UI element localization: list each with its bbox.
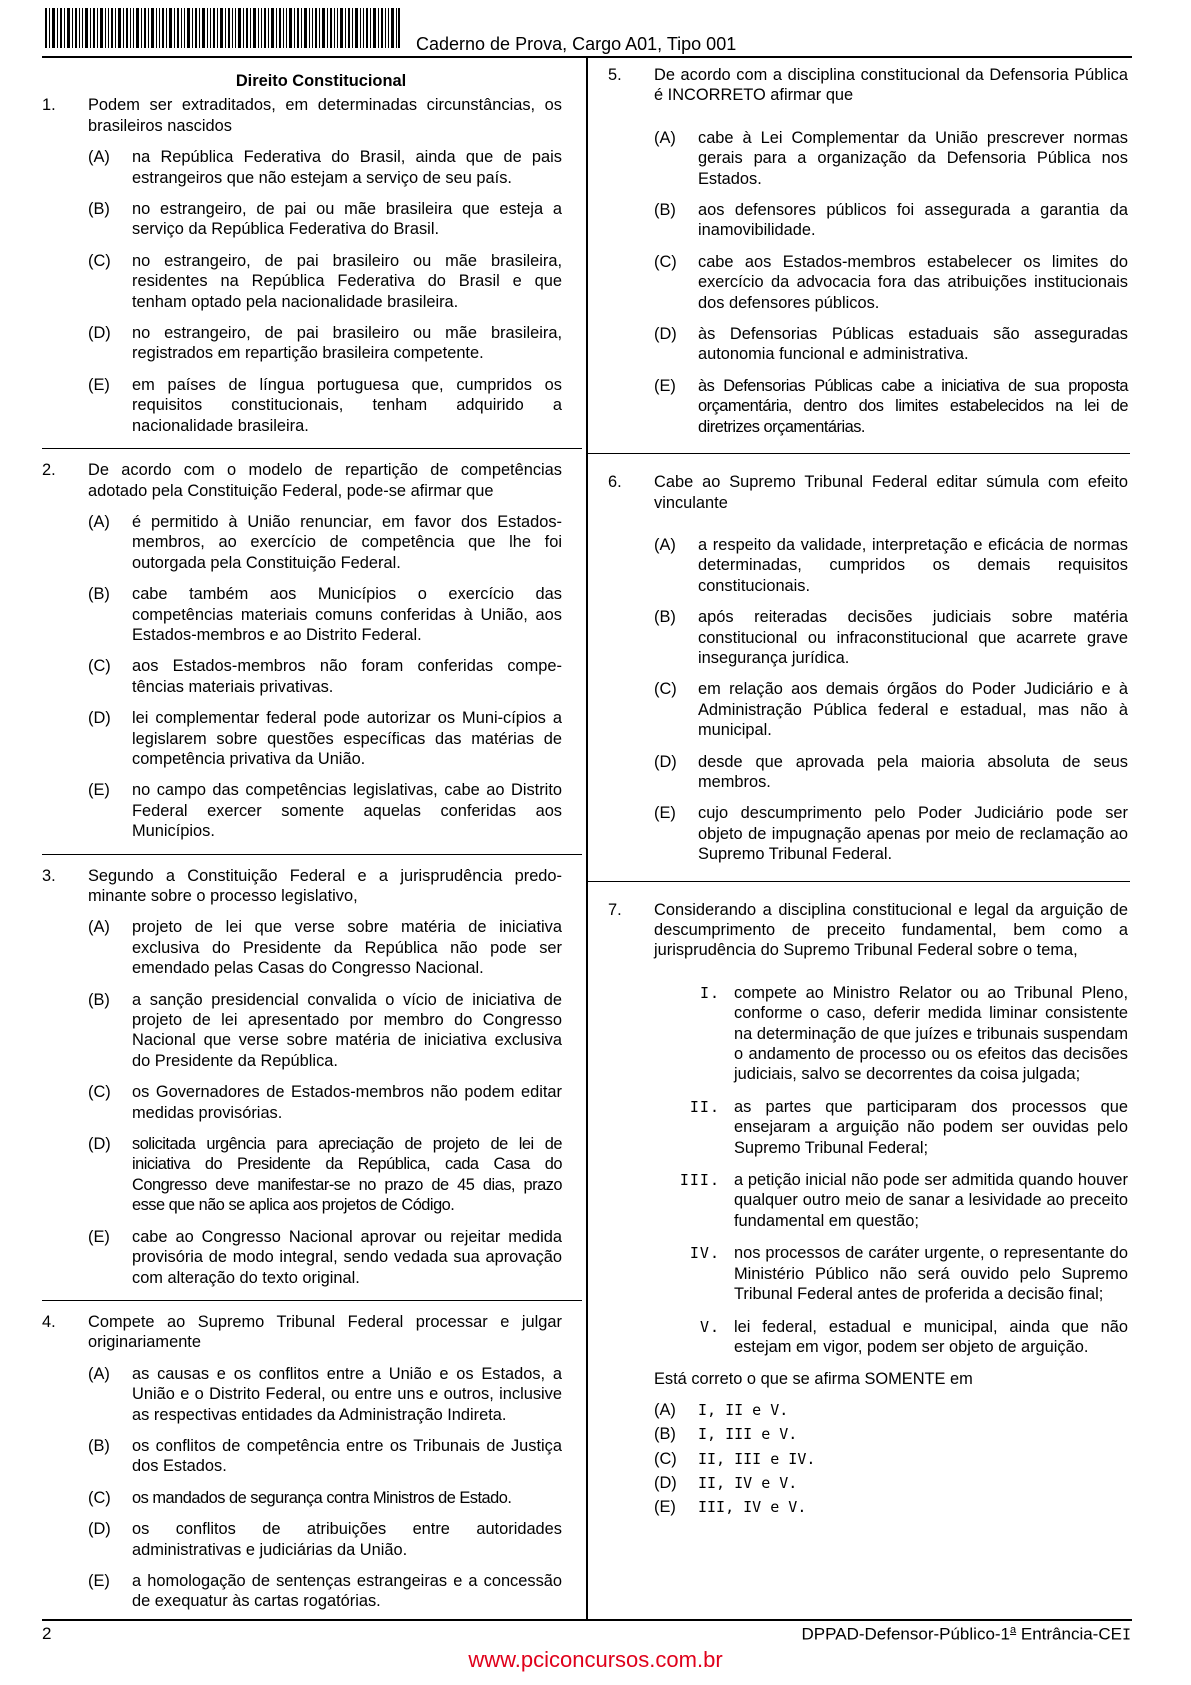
question-stem — [42, 95, 562, 136]
question-separator — [586, 881, 1130, 882]
header-title: Caderno de Prova, Cargo A01, Tipo 001 — [416, 34, 737, 54]
column-divider — [586, 56, 588, 1619]
answer-letter: (A) — [654, 1400, 676, 1419]
option-b — [608, 607, 1128, 668]
statement-iv — [608, 1243, 1128, 1304]
option-b — [608, 200, 1128, 241]
option-letter: (B) — [654, 608, 676, 627]
option-letter: (C) — [88, 251, 111, 270]
option-text: as causas e os conflitos entre a União e os Estados, a União e o Distrito Federal, ou entre uns e outros, inclusive as respectivas entidades da Administração Indireta. — [132, 1364, 562, 1424]
option-c — [42, 251, 562, 312]
option-letter: (A) — [88, 148, 110, 167]
option-letter: (B) — [88, 200, 110, 219]
option-text: cujo descumprimento pelo Poder Judiciário pode ser objeto de impugnação apenas por meio de reclamação ao Supremo Tribunal Federal. — [698, 804, 1128, 864]
option-text: aos defensores públicos foi assegurada a garantia da inamovibilidade. — [698, 201, 1128, 240]
option-text: às Defensorias Públicas estaduais são asseguradas autonomia funcional e administrativa. — [698, 325, 1128, 364]
question-5 — [608, 65, 1128, 437]
option-e — [42, 1571, 562, 1612]
statement-v — [608, 1317, 1128, 1358]
option-c — [608, 252, 1128, 313]
question-6 — [608, 472, 1128, 865]
right-column — [608, 56, 1128, 1518]
option-text: cabe também aos Municípios o exercício das competências materiais comuns conferidas à União, aos Estados-membros e ao Distrito Federal. — [132, 585, 562, 644]
statement-ii — [608, 1097, 1128, 1158]
answer-e — [608, 1497, 1128, 1517]
source-url: www.pciconcursos.com.br — [468, 1647, 723, 1672]
question-stem — [608, 65, 1128, 106]
answer-a — [608, 1400, 1128, 1420]
exam-code-mark: I — [1121, 1625, 1131, 1644]
question-separator — [42, 854, 582, 855]
question-separator — [586, 453, 1130, 454]
option-b — [42, 584, 562, 645]
option-text: os Governadores de Estados-membros não podem editar medidas provisórias. — [132, 1083, 562, 1122]
option-letter: (C) — [88, 1488, 111, 1507]
option-a — [42, 512, 562, 573]
option-letter: (B) — [88, 990, 110, 1009]
option-letter: (A) — [88, 918, 110, 937]
option-letter: (A) — [654, 128, 676, 147]
option-e — [42, 780, 562, 841]
option-d — [42, 708, 562, 769]
option-e — [608, 376, 1128, 437]
option-text: no estrangeiro, de pai brasileiro ou mãe brasileira, residentes na República Federativa do Brasil e que tenham optado pela nacionalidade brasileira. — [132, 251, 562, 311]
option-text: cabe ao Congresso Nacional aprovar ou rejeitar medida provisória de modo integral, sendo vedada sua aprovação com alteração do texto original. — [132, 1227, 562, 1287]
statement-iii — [608, 1170, 1128, 1231]
answer-text: I, III e V. — [698, 1425, 798, 1444]
option-text: desde que aprovada pela maioria absoluta de seus membros. — [698, 752, 1128, 791]
question-prompt: Está correto o que se afirma SOMENTE em — [654, 1370, 973, 1389]
question-number: 6. — [608, 473, 622, 492]
statement-text: lei federal, estadual e municipal, ainda que não estejam em vigor, podem ser objeto de arguição. — [734, 1317, 1128, 1356]
option-c — [608, 679, 1128, 740]
option-letter: (A) — [88, 512, 110, 531]
option-letter: (B) — [654, 201, 676, 220]
option-letter: (E) — [88, 1571, 110, 1590]
question-stem — [42, 866, 562, 907]
question-number: 7. — [608, 900, 622, 919]
question-stem — [608, 900, 1128, 961]
answer-list — [608, 1400, 1128, 1518]
option-text: os conflitos de competência entre os Tribunais de Justiça dos Estados. — [132, 1436, 562, 1476]
statement-text: nos processos de caráter urgente, o representante do Ministério Público não será ouvido pelo Supremo Tribunal Federal antes de proferida a decisão final; — [734, 1244, 1128, 1304]
option-letter: (D) — [654, 752, 677, 771]
question-text: Compete ao Supremo Tribunal Federal processar e julgar originariamente — [88, 1312, 562, 1352]
answer-text: I, II e V. — [698, 1400, 789, 1419]
option-letter: (E) — [88, 1227, 110, 1246]
option-letter: (A) — [88, 1364, 110, 1383]
question-text: De acordo com a disciplina constitucional da Defensoria Pública é INCORRETO afirmar que — [654, 66, 1128, 105]
option-text: após reiteradas decisões judiciais sobre matéria constitucional ou infraconstitucional que acarrete grave insegurança jurídica. — [698, 608, 1128, 667]
option-letter: (C) — [654, 252, 677, 271]
answer-c — [608, 1449, 1128, 1469]
barcode — [45, 8, 400, 48]
option-a — [42, 147, 562, 188]
option-letter: (D) — [88, 1135, 111, 1154]
option-letter: (E) — [654, 804, 676, 823]
barcode-graphic — [45, 8, 400, 48]
question-number: 4. — [42, 1312, 56, 1331]
option-text: a sanção presidencial convalida o vício de iniciativa de projeto de lei apresentado por membro do Congresso Nacional que verse sobre matéria de iniciativa exclusiva do Presidente da República. — [132, 990, 562, 1070]
option-text: no estrangeiro, de pai brasileiro ou mãe brasileira, registrados em repartição brasileira competente. — [132, 324, 562, 363]
statement-i — [608, 983, 1128, 1085]
left-column — [42, 56, 562, 1612]
statement-numeral: III. — [679, 1171, 720, 1190]
option-letter: (B) — [88, 585, 110, 604]
option-b — [42, 990, 562, 1072]
question-stem — [42, 460, 562, 501]
option-a — [608, 535, 1128, 596]
question-2 — [42, 460, 562, 842]
statement-numeral: I. — [699, 983, 720, 1002]
question-4 — [42, 1312, 562, 1612]
option-text: projeto de lei que verse sobre matéria de iniciativa exclusiva do Presidente da República não pode ser emendado pelas Casas do Congresso Nacional. — [132, 918, 562, 978]
option-letter: (B) — [88, 1436, 110, 1455]
answer-letter: (D) — [654, 1473, 677, 1492]
option-letter: (C) — [88, 1083, 111, 1102]
statement-text: a petição inicial não pode ser admitida quando houver qualquer outro meio de sanar a lesividade ao preceito fundamental em questão; — [734, 1171, 1128, 1230]
option-text: cabe aos Estados-membros estabelecer os limites do exercício da advocacia fora das atribuições institucionais dos defensores públicos. — [698, 252, 1128, 312]
option-a — [42, 1364, 562, 1425]
question-stem — [42, 1312, 562, 1353]
option-e — [608, 803, 1128, 864]
option-text: em relação aos demais órgãos do Poder Judiciário e à Administração Pública federal e estadual, mas não à municipal. — [698, 680, 1128, 740]
option-b — [42, 199, 562, 240]
option-text: a respeito da validade, interpretação e eficácia de normas determinadas, cumpridos os demais requisitos constitucionais. — [698, 535, 1128, 595]
option-c — [42, 1488, 562, 1508]
option-letter: (E) — [88, 375, 110, 394]
answer-b — [608, 1424, 1128, 1444]
option-d — [42, 323, 562, 364]
question-separator — [42, 1300, 582, 1301]
statement-text: compete ao Ministro Relator ou ao Tribunal Pleno, conforme o caso, deferir medida liminar consistente na determinação de que juízes e tribunais suspendam o andamento de processo ou os efeitos das decisões judiciais, salvo se decorrentes da coisa julgada; — [734, 983, 1128, 1084]
question-text: Segundo a Constituição Federal e a jurisprudência predo-minante sobre o processo legislativo, — [88, 866, 562, 905]
exam-code — [802, 1624, 1131, 1645]
option-letter: (C) — [654, 680, 677, 699]
answer-letter: (E) — [654, 1498, 676, 1517]
option-c — [42, 656, 562, 697]
option-letter: (E) — [654, 376, 676, 395]
option-letter: (C) — [88, 657, 111, 676]
option-c — [42, 1082, 562, 1123]
exam-code-prefix: DPPAD-Defensor-Público-1 — [801, 1624, 1011, 1644]
option-text: a homologação de sentenças estrangeiras e a concessão de exequatur às cartas rogatórias. — [132, 1571, 562, 1611]
option-text: os conflitos de atribuições entre autoridades administrativas e judiciárias da União. — [132, 1520, 562, 1559]
page-number: 2 — [42, 1624, 52, 1643]
question-text: Podem ser extraditados, em determinadas circunstâncias, os brasileiros nascidos — [88, 96, 562, 135]
option-text: às Defensorias Públicas cabe a iniciativa de sua proposta orçamentária, dentro dos limites estabelecidos na lei de diretrizes orçamentárias. — [698, 376, 1128, 436]
section-title: Direito Constitucional — [235, 72, 407, 90]
option-e — [42, 375, 562, 436]
question-number: 2. — [42, 461, 56, 480]
option-d — [608, 324, 1128, 365]
option-text: lei complementar federal pode autorizar os Muni-cípios a legislarem sobre questões específicas das matérias de competência privativa da União. — [132, 709, 562, 768]
option-text: no estrangeiro, de pai ou mãe brasileira que esteja a serviço da República Federativa do Brasil. — [132, 200, 562, 239]
option-text: cabe à Lei Complementar da União prescrever normas gerais para a organização da Defensoria Pública nos Estados. — [698, 128, 1128, 188]
option-letter: (D) — [88, 709, 111, 728]
option-d — [42, 1519, 562, 1560]
statement-text: as partes que participaram dos processos que ensejaram a arguição não podem ser ouvidas pelo Supremo Tribunal Federal; — [734, 1097, 1128, 1157]
option-letter: (E) — [88, 781, 110, 800]
option-d — [608, 752, 1128, 793]
option-letter: (D) — [654, 325, 677, 344]
option-letter: (D) — [88, 324, 111, 343]
question-text: De acordo com o modelo de repartição de competências adotado pela Constituição Federal, pode-se afirmar que — [88, 461, 562, 500]
option-b — [42, 1436, 562, 1477]
question-number: 5. — [608, 66, 622, 84]
footer-rule — [42, 1619, 1132, 1621]
question-1 — [42, 95, 562, 436]
question-3 — [42, 866, 562, 1288]
statement-numeral: II. — [689, 1097, 720, 1116]
exam-code-suffix: Entrância-CE — [1016, 1624, 1122, 1644]
option-text: no campo das competências legislativas, cabe ao Distrito Federal exercer somente aquelas conferidas aos Municípios. — [132, 781, 562, 841]
option-text: é permitido à União renunciar, em favor dos Estados-membros, ao exercício de competência que lhe foi outorgada pela Constituição Federal. — [132, 512, 562, 572]
answer-text: III, IV e V. — [698, 1498, 807, 1517]
option-e — [42, 1227, 562, 1288]
exam-code-ordinal: a — [1010, 1624, 1017, 1636]
option-text: os mandados de segurança contra Ministros de Estado. — [132, 1488, 512, 1507]
question-text: Considerando a disciplina constitucional e legal da arguição de descumprimento de preceito fundamental, bem como a jurisprudência do Supremo Tribunal Federal sobre o tema, — [654, 900, 1128, 960]
option-text: na República Federativa do Brasil, ainda que de pais estrangeiros que não estejam a serviço de seu país. — [132, 148, 562, 187]
question-number: 1. — [42, 96, 56, 115]
answer-text: II, III e IV. — [698, 1449, 816, 1468]
option-a — [608, 128, 1128, 189]
statement-numeral: IV. — [689, 1244, 720, 1263]
option-text: aos Estados-membros não foram conferidas compe-tências materiais privativas. — [132, 657, 562, 696]
option-letter: (A) — [654, 535, 676, 554]
option-a — [42, 917, 562, 978]
question-stem — [608, 472, 1128, 513]
answer-d — [608, 1473, 1128, 1493]
question-separator — [42, 448, 582, 449]
question-text: Cabe ao Supremo Tribunal Federal editar súmula com efeito vinculante — [654, 473, 1128, 512]
answer-text: II, IV e V. — [698, 1473, 798, 1492]
statement-numeral: V. — [699, 1317, 720, 1336]
option-text: em países de língua portuguesa que, cumpridos os requisitos constitucionais, tenham adquirido a nacionalidade brasileira. — [132, 375, 562, 435]
answer-letter: (C) — [654, 1449, 677, 1468]
answer-letter: (B) — [654, 1425, 676, 1444]
option-letter: (D) — [88, 1520, 111, 1539]
option-text: solicitada urgência para apreciação de projeto de lei de iniciativa do Presidente da República, cada Casa do Congresso deve manifestar-se no prazo de 45 dias, prazo esse que não se aplica aos projetos de Código. — [132, 1135, 562, 1215]
question-7 — [608, 900, 1128, 1518]
option-d — [42, 1134, 562, 1216]
question-number: 3. — [42, 866, 56, 885]
